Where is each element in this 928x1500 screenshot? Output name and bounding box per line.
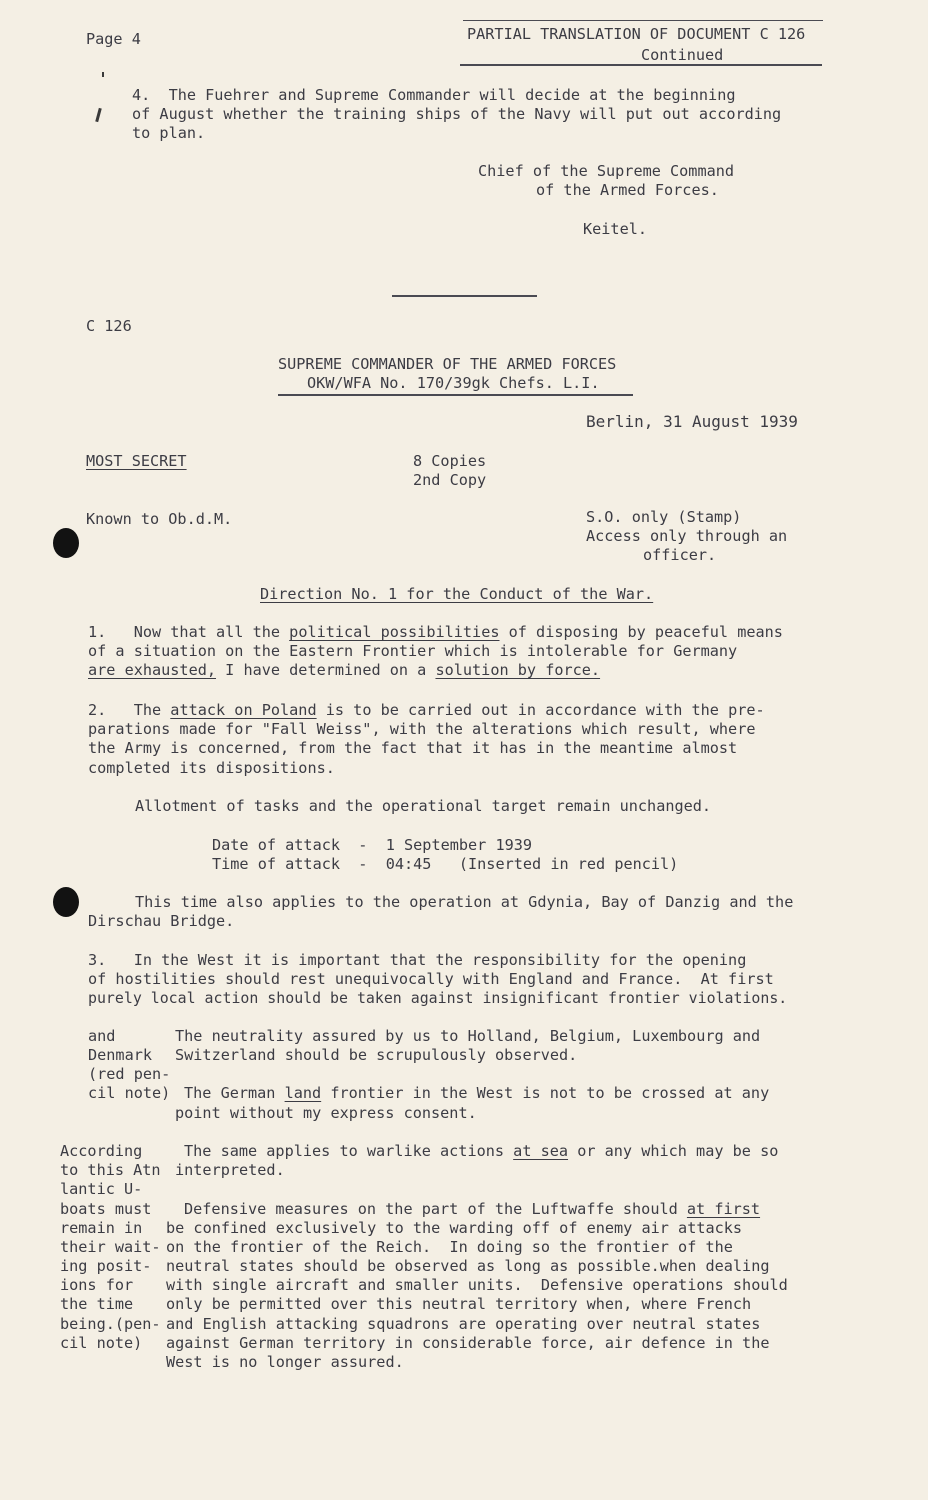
para1-underlined: political possibilities [289, 623, 500, 641]
defensive-line8: against German territory in considerable force, air defence in the [166, 1334, 770, 1352]
para1-text: I have determined on a [216, 661, 436, 679]
margin-note2-line5: remain in [60, 1219, 143, 1237]
margin-note2-line1: According [60, 1142, 143, 1160]
para3-line1: 3. In the West it is important that the responsibility for the opening [88, 951, 747, 969]
item4-line3: to plan. [132, 124, 206, 142]
continued-label: Continued [641, 46, 724, 64]
signature-line2: of the Armed Forces. [536, 181, 719, 199]
para1-underlined: solution by force. [435, 661, 601, 679]
defensive-line4: neutral states should be observed as long as possible.when dealing [166, 1257, 770, 1275]
defensive-line1 [184, 1200, 760, 1220]
para2-text: is to be carried out in accordance with the pre- [316, 701, 765, 719]
neutrality-line3 [184, 1084, 769, 1104]
margin-note1-line1: and [88, 1027, 116, 1045]
direction-title: Direction No. 1 for the Conduct of the War. [260, 585, 654, 603]
margin-note2-line8: ions for [60, 1276, 134, 1294]
item4-line2: of August whether the training ships of the Navy will put out according [132, 105, 782, 123]
defensive-line7: and English attacking squadrons are operating over neutral states [166, 1315, 761, 1333]
defensive-text: Defensive measures on the part of the Luftwaffe should [184, 1200, 687, 1218]
para1-text: 1. Now that all the [88, 623, 290, 641]
attack-time-line: Time of attack - 04:45 (Inserted in red pencil) [212, 855, 679, 873]
defensive-line5: with single aircraft and smaller units. Defensive operations should [166, 1276, 788, 1294]
defensive-line2: be confined exclusively to the warding off of enemy air attacks [166, 1219, 743, 1237]
sea-text: The same applies to warlike actions [184, 1142, 514, 1160]
para1-line3 [88, 661, 600, 681]
para1-underlined: are exhausted, [88, 661, 217, 679]
ink-mark [95, 108, 102, 122]
margin-note1-line4: cil note) [88, 1084, 171, 1102]
copies-line1: 8 Copies [413, 452, 487, 470]
para2-underlined: attack on Poland [170, 701, 317, 719]
neutrality-line2: Switzerland should be scrupulously observed. [175, 1046, 578, 1064]
signature-line1: Chief of the Supreme Command [478, 162, 735, 180]
margin-note2-line2: to this Atn [60, 1161, 161, 1179]
margin-note2-line9: the time [60, 1295, 134, 1313]
section-divider [392, 295, 537, 297]
neutrality-line4: point without my express consent. [175, 1104, 477, 1122]
margin-note2-line6: their wait- [60, 1238, 161, 1256]
stamp-line3: officer. [643, 546, 717, 564]
heading-rule [278, 394, 633, 396]
header-rule [460, 64, 822, 66]
defensive-line9: West is no longer assured. [166, 1353, 404, 1371]
sea-underlined: at sea [513, 1142, 569, 1160]
sea-line2: interpreted. [175, 1161, 285, 1179]
neutrality-text: frontier in the West is not to be crossed at any [321, 1084, 770, 1102]
title-rule [463, 20, 823, 21]
para2-line2: parations made for "Fall Weiss", with the alterations which result, where [88, 720, 756, 738]
document-title: PARTIAL TRANSLATION OF DOCUMENT C 126 [467, 25, 806, 43]
attack-date-line: Date of attack - 1 September 1939 [212, 836, 533, 854]
page-number: Page 4 [86, 30, 141, 48]
classification-label: MOST SECRET [86, 452, 187, 470]
stamp-line2: Access only through an [586, 527, 788, 545]
binder-hole-top [53, 528, 79, 558]
margin-note2-line10: being.(pen- [60, 1315, 161, 1333]
para2-text: 2. The [88, 701, 171, 719]
sea-line1 [184, 1142, 778, 1162]
para1-text: of disposing by peaceful means [499, 623, 783, 641]
known-to-label: Known to Ob.d.M. [86, 510, 233, 528]
neutrality-line1: The neutrality assured by us to Holland, Belgium, Luxembourg and [175, 1027, 761, 1045]
signature-name: Keitel. [583, 220, 648, 238]
margin-note1-line3: (red pen- [88, 1065, 171, 1083]
margin-note2-line4: boats must [60, 1200, 152, 1218]
heading-line2: OKW/WFA No. 170/39gk Chefs. L.I. [307, 374, 600, 392]
para1-line2: of a situation on the Eastern Frontier which is intolerable for Germany [88, 642, 738, 660]
para2-line4: completed its dispositions. [88, 759, 335, 777]
time-applies-line2: Dirschau Bridge. [88, 912, 235, 930]
margin-note2-line3: lantic U- [60, 1180, 143, 1198]
binder-hole-bottom [53, 887, 79, 917]
copies-line2: 2nd Copy [413, 471, 487, 489]
defensive-line6: only be permitted over this neutral territory when, where French [166, 1295, 752, 1313]
allotment-line: Allotment of tasks and the operational target remain unchanged. [135, 797, 712, 815]
para2-line1 [88, 701, 765, 721]
defensive-underlined: at first [686, 1200, 761, 1218]
neutrality-underlined: land [284, 1084, 322, 1102]
place-date: Berlin, 31 August 1939 [586, 412, 798, 431]
sea-text: or any which may be so [568, 1142, 779, 1160]
defensive-line3: on the frontier of the Reich. In doing so the frontier of the [166, 1238, 733, 1256]
time-applies-line1: This time also applies to the operation at Gdynia, Bay of Danzig and the [135, 893, 794, 911]
para2-line3: the Army is concerned, from the fact that it has in the meantime almost [88, 739, 738, 757]
document-reference: C 126 [86, 317, 132, 335]
stamp-line1: S.O. only (Stamp) [586, 508, 742, 526]
item4-line1: 4. The Fuehrer and Supreme Commander will decide at the beginning [132, 86, 736, 104]
margin-note1-line2: Denmark [88, 1046, 153, 1064]
neutrality-text: The German [184, 1084, 285, 1102]
heading-line1: SUPREME COMMANDER OF THE ARMED FORCES [278, 355, 617, 373]
ink-mark [102, 72, 104, 77]
margin-note2-line11: cil note) [60, 1334, 143, 1352]
margin-note2-line7: ing posit- [60, 1257, 152, 1275]
para3-line2: of hostilities should rest unequivocally with England and France. At first [88, 970, 774, 988]
para1-line1 [88, 623, 783, 643]
para3-line3: purely local action should be taken against insignificant frontier violations. [88, 989, 788, 1007]
